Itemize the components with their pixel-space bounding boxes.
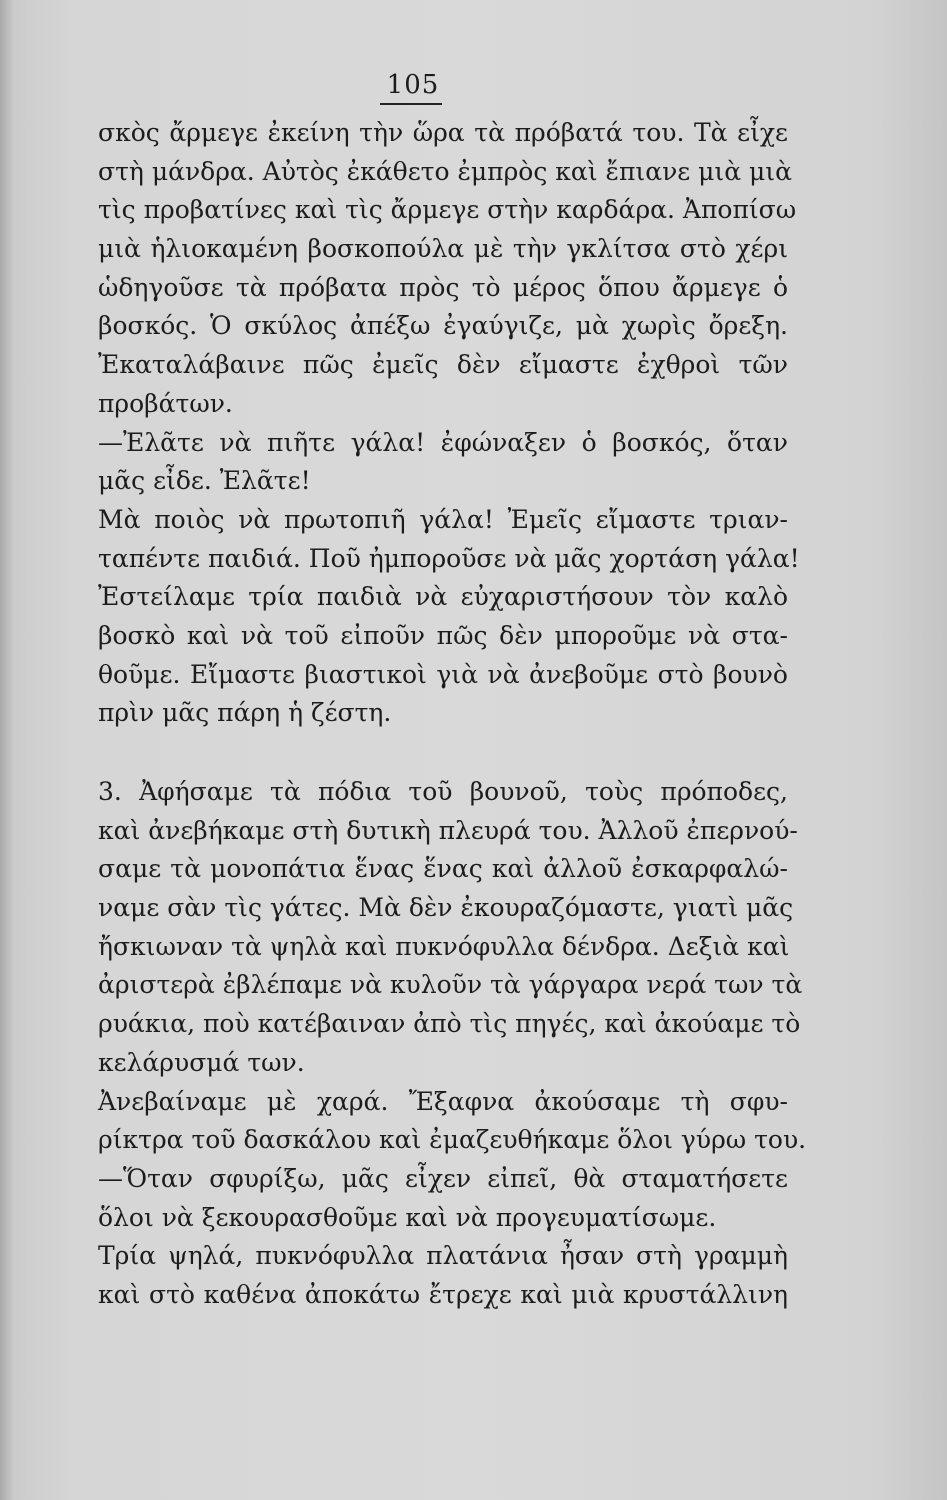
- text-line: Ἐκαταλάβαινε πῶς ἐμεῖς δὲν εἴμαστε ἐχθροὶ τῶν: [98, 350, 788, 380]
- body-text: [98, 114, 807, 1315]
- text-line: ὅλοι νὰ ξεκουρασθοῦμε καὶ νὰ προγευματίσωμε.: [98, 1202, 717, 1232]
- text-line: καὶ ἀνεβήκαμε στὴ δυτικὴ πλευρά του. Ἀλλοῦ ἐπερνού-: [98, 815, 798, 845]
- text-line: βοσκὸ καὶ νὰ τοῦ εἰποῦν πῶς δὲν μποροῦμε νὰ στα-: [98, 620, 788, 650]
- text-line: μᾶς εἶδε. Ἐλᾶτε!: [98, 466, 311, 496]
- page-number-underline: [380, 103, 442, 105]
- text-line: τὶς προβατίνες καὶ τὶς ἄρμεγε στὴν καρδάρα. Ἀποπίσω: [98, 195, 797, 225]
- page-number: 105: [386, 70, 440, 100]
- text-line: πρὶν μᾶς πάρη ἡ ζέστη.: [98, 698, 392, 728]
- text-line: ρίκτρα τοῦ δασκάλου καὶ ἐμαζευθήκαμε ὅλοι γύρω του.: [98, 1125, 807, 1155]
- text-line: θοῦμε. Εἴμαστε βιαστικοὶ γιὰ νὰ ἀνεβοῦμε στὸ βουνὸ: [98, 659, 788, 689]
- text-line: ναμε σὰν τὶς γάτες. Μὰ δὲν ἐκουραζόμαστε, γιατὶ μᾶς: [98, 893, 794, 923]
- text-line: Ἐστείλαμε τρία παιδιὰ νὰ εὐχαριστήσουν τὸν καλὸ: [98, 582, 788, 612]
- text-line: Ἀνεβαίναμε μὲ χαρά. Ἔξαφνα ἀκούσαμε τὴ σφυ-: [98, 1086, 788, 1116]
- text-line: Τρία ψηλά, πυκνόφυλλα πλατάνια ἦσαν στὴ γραμμὴ: [98, 1241, 788, 1271]
- text-line: σκὸς ἄρμεγε ἐκείνη τὴν ὥρα τὰ πρόβατά του. Τὰ εἶχε: [98, 118, 788, 147]
- text-line: 3. Ἀφήσαμε τὰ πόδια τοῦ βουνοῦ, τοὺς πρόποδες,: [98, 777, 788, 806]
- text-line: —Ἐλᾶτε νὰ πιῆτε γάλα! ἐφώναξεν ὁ βοσκός, ὅταν: [98, 427, 788, 457]
- text-line: μιὰ ἡλιοκαμένη βοσκοπούλα μὲ τὴν γκλίτσα στὸ χέρι: [98, 234, 788, 264]
- text-line: σαμε τὰ μονοπάτια ἕνας ἕνας καὶ ἀλλοῦ ἐσκαρφαλώ-: [98, 854, 788, 884]
- text-line: προβάτων.: [98, 388, 233, 418]
- text-line: ρυάκια, ποὺ κατέβαιναν ἀπὸ τὶς πηγές, καὶ ἀκούαμε τὸ: [98, 1009, 801, 1039]
- text-line: καὶ στὸ καθένα ἀποκάτω ἔτρεχε καὶ μιὰ κρυστάλλινη: [98, 1279, 788, 1309]
- text-line: κελάρυσμά των.: [98, 1047, 305, 1077]
- paragraph-gap: [98, 733, 788, 773]
- text-line: ὡδηγοῦσε τὰ πρόβατα πρὸς τὸ μέρος ὅπου ἄρμεγε ὁ: [98, 272, 788, 302]
- text-line: ταπέντε παιδιά. Ποῦ ἠμποροῦσε νὰ μᾶς χορτάση γάλα!: [98, 543, 800, 573]
- text-line: Μὰ ποιὸς νὰ πρωτοπιῆ γάλα! Ἐμεῖς εἴμαστε τριαν-: [98, 504, 788, 534]
- text-line: —Ὅταν σφυρίξω, μᾶς εἶχεν εἰπεῖ, θὰ σταματήσετε: [98, 1163, 788, 1193]
- text-line: στὴ μάνδρα. Αὐτὸς ἐκάθετο ἐμπρὸς καὶ ἔπιανε μιὰ μιὰ: [98, 156, 792, 186]
- text-line: ἀριστερὰ ἐβλέπαμε νὰ κυλοῦν τὰ γάργαρα νερά των τὰ: [98, 970, 803, 1000]
- text-line: βοσκός. Ὁ σκύλος ἀπέξω ἐγαύγιζε, μὰ χωρὶς ὄρεξη.: [98, 311, 788, 341]
- page-edge-shadow: [0, 0, 14, 1500]
- text-line: ἤσκιωναν τὰ ψηλὰ καὶ πυκνόφυλλα δένδρα. Δεξιὰ καὶ: [98, 931, 790, 961]
